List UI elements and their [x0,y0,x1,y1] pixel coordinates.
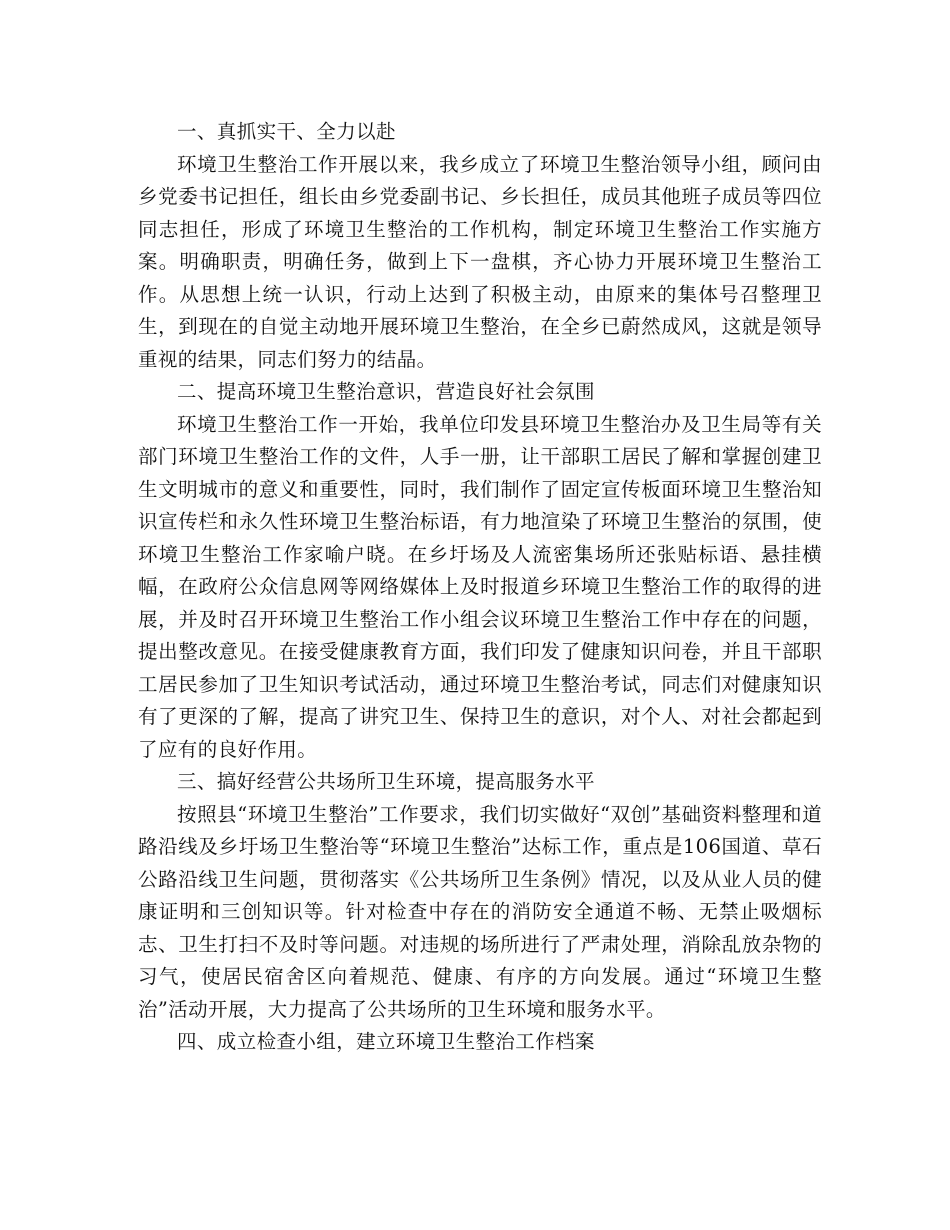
section-4-heading: 四、成立检查小组，建立环境卫生整治工作档案 [177,1030,595,1053]
section-3-heading: 三、搞好经营公共场所卫生环境，提高服务水平 [177,770,595,793]
section-2-paragraph: 环境卫生整治工作一开始，我单位印发县环境卫生整治办及卫生局等有关部门环境卫生整治工作的文件，人手一册，让干部职工居民了解和掌握创建卫生文明城市的意义和重要性，同时，我们制作了固定宣传板面环境卫生整治知识宣传栏和永久性环境卫生整治标语，有力地渲染了环境卫生整治的氛围，使环境卫生整治工作家喻户晓。在乡圩场及人流密集场所还张贴标语、悬挂横幅，在政府公众信息网等网络媒体上及时报道乡环境卫生整治工作的取得的进展，并及时召开环境卫生整治工作小组会议环境卫生整治工作中存在的问题，提出整改意见。在接受健康教育方面，我们印发了健康知识问卷，并且干部职工居民参加了卫生知识考试活动，通过环境卫生整治考试，同志们对健康知识有了更深的了解，提高了讲究卫生、保持卫生的意识，对个人、对社会都起到了应有的良好作用。 [138,412,822,761]
section-1-paragraph: 环境卫生整治工作开展以来，我乡成立了环境卫生整治领导小组，顾问由乡党委书记担任，组长由乡党委副书记、乡长担任，成员其他班子成员等四位同志担任，形成了环境卫生整治的工作机构，制定环境卫生整治工作实施方案。明确职责，明确任务，做到上下一盘棋，齐心协力开展环境卫生整治工作。从思想上统一认识，行动上达到了积极主动，由原来的集体号召整理卫生，到现在的自觉主动地开展环境卫生整治，在全乡已蔚然成风，这就是领导重视的结果，同志们努力的结晶。 [138,152,822,371]
document-body [138,116,822,1059]
section-2-heading: 二、提高环境卫生整治意识，营造良好社会氛围 [177,380,595,403]
section-1-heading: 一、真抓实干、全力以赴 [177,120,396,143]
section-3-paragraph: 按照县“环境卫生整治”工作要求，我们切实做好“双创”基础资料整理和道路沿线及乡圩场卫生整治等“环境卫生整治”达标工作，重点是106国道、草石公路沿线卫生问题，贯彻落实《公共场所卫生条例》情况，以及从业人员的健康证明和三创知识等。针对检查中存在的消防安全通道不畅、无禁止吸烟标志、卫生打扫不及时等问题。对违规的场所进行了严肃处理，消除乱放杂物的习气，使居民宿舍区向着规范、健康、有序的方向发展。通过“环境卫生整治”活动开展，大力提高了公共场所的卫生环境和服务水平。 [138,802,822,1021]
